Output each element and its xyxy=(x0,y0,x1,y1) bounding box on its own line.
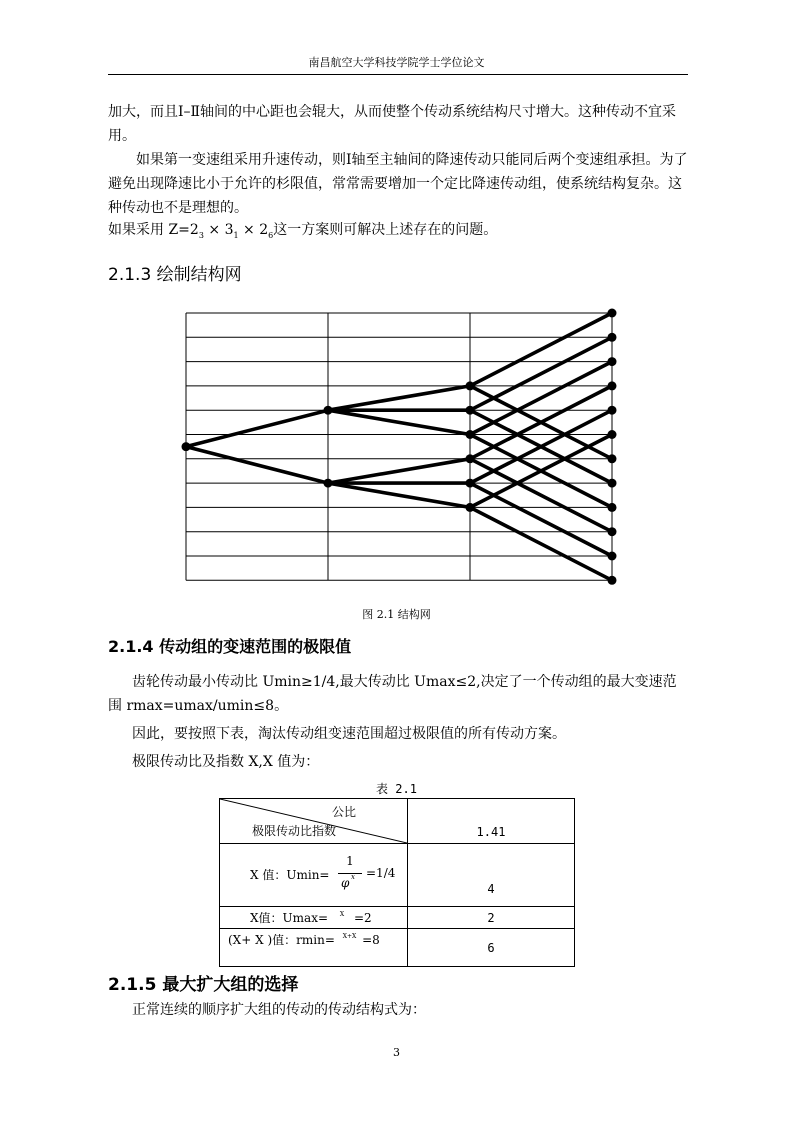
transmission-line xyxy=(186,447,328,483)
node-dot xyxy=(608,552,617,561)
limit-ratio-table xyxy=(219,798,575,967)
factor: 3 xyxy=(224,222,234,238)
transmission-line xyxy=(328,386,470,410)
ratio-value-cell: 1.41 xyxy=(408,799,575,844)
transmission-line xyxy=(186,410,328,446)
node-dot xyxy=(608,309,617,318)
paragraph: 加大，而且Ⅰ–Ⅱ轴间的中心距也会辊大，从而使整个传动系统结构尺寸增大。这种传动不宜采用。 xyxy=(108,104,677,144)
paragraph: 齿轮传动最小传动比 Umin≥1/4,最大传动比 Umax≤2,决定了一个传动组的最大变速范围 rmax=umax/umin≤8。 xyxy=(108,674,677,714)
times-symbol: × xyxy=(243,222,255,238)
figure-caption: 图 2.1 结构网 xyxy=(362,608,431,621)
node-dot xyxy=(608,576,617,585)
table-row xyxy=(220,907,575,929)
node-dot xyxy=(608,430,617,439)
umax-value: =2 xyxy=(353,911,372,925)
header-top-label: 公比 xyxy=(332,805,357,819)
page-header: 南昌航空大学科技学院学士学位论文 xyxy=(308,56,485,69)
node-dot xyxy=(608,333,617,342)
node-dot xyxy=(466,430,475,439)
formula-suffix: 这一方案则可解决上述存在的问题。 xyxy=(273,222,498,238)
section-heading: 2.1.3 绘制结构网 xyxy=(108,265,242,285)
node-dot xyxy=(466,454,475,463)
x-value-cell: 2 xyxy=(408,907,575,929)
transmission-line xyxy=(328,410,470,434)
rmin-label-cell xyxy=(220,929,408,967)
umax-label-cell xyxy=(220,907,408,929)
fraction-bar xyxy=(338,873,362,874)
node-dot xyxy=(466,503,475,512)
table-row xyxy=(220,844,575,907)
umin-label: X 值：Umin= xyxy=(250,868,330,882)
table-row xyxy=(220,929,575,967)
node-dot xyxy=(608,454,617,463)
transmission-line xyxy=(328,483,470,507)
header-bottom-label: 极限传动比指数 xyxy=(252,824,337,838)
table-row xyxy=(220,799,575,844)
figure-nodes xyxy=(182,309,617,585)
rmin-exponent: X+X xyxy=(342,933,357,940)
diagonal-header-cell xyxy=(220,799,408,844)
umin-value: =1/4 xyxy=(366,866,396,880)
factor-subscript: 1 xyxy=(233,231,239,240)
formula-prefix: 如果采用 Z= xyxy=(108,222,190,238)
rmin-label: (X+ X )值：rmin= xyxy=(228,933,335,947)
fraction-denominator: φ xyxy=(341,876,350,890)
node-dot xyxy=(608,503,617,512)
node-dot xyxy=(608,381,617,390)
fraction-numerator: 1 xyxy=(346,854,354,868)
umax-exponent: X xyxy=(339,911,345,918)
x-value-cell: 6 xyxy=(408,929,575,967)
node-dot xyxy=(608,479,617,488)
times-symbol: × xyxy=(208,222,221,238)
section-heading: 2.1.5 最大扩大组的选择 xyxy=(108,975,299,995)
node-dot xyxy=(324,479,333,488)
table-caption: 表 2.1 xyxy=(376,782,417,796)
umin-label-cell xyxy=(220,844,408,907)
node-dot xyxy=(182,442,191,451)
node-dot xyxy=(324,406,333,415)
section-heading: 2.1.4 传动组的变速范围的极限值 xyxy=(108,637,352,656)
node-dot xyxy=(608,527,617,536)
transmission-line xyxy=(328,459,470,483)
node-dot xyxy=(608,406,617,415)
fraction-exponent: x xyxy=(351,873,355,881)
figure-grid xyxy=(186,313,612,580)
paragraph: 正常连续的顺序扩大组的传动的传动结构式为： xyxy=(132,1002,426,1018)
paragraph: 如果第一变速组采用升速传动，则Ⅰ轴至主轴间的降速传动只能同后两个变速组承担。为了避免出现降速比小于允许的杉限值，常常需要增加一个定比降速传动组，使系统结构复杂。这种传动也不是理想的。 xyxy=(108,152,688,216)
factor-subscript: 6 xyxy=(268,231,274,240)
factor: 2 xyxy=(259,222,269,238)
paragraph: 极限传动比及指数 X,X 值为： xyxy=(132,754,320,770)
page-number: 3 xyxy=(393,1046,400,1059)
umax-label: X值：Umax= xyxy=(250,911,329,925)
rmin-value: =8 xyxy=(362,933,380,947)
node-dot xyxy=(608,357,617,366)
node-dot xyxy=(466,479,475,488)
paragraph: 因此，要按照下表，淘汰传动组变速范围超过极限值的所有传动方案。 xyxy=(132,726,566,742)
figure-lines xyxy=(186,313,612,580)
factor: 2 xyxy=(189,222,199,238)
factor-subscript: 3 xyxy=(198,231,204,240)
node-dot xyxy=(466,381,475,390)
x-value-cell: 4 xyxy=(408,844,575,907)
node-dot xyxy=(466,406,475,415)
